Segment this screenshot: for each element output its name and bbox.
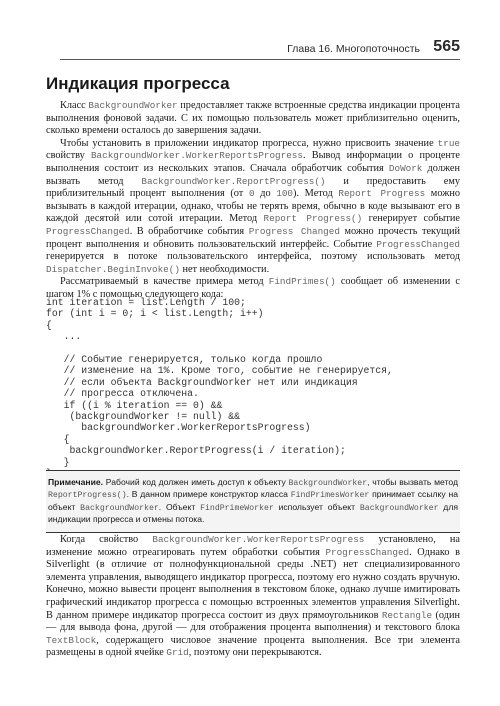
- body-text-top: [46, 100, 460, 302]
- code-listing: [46, 297, 460, 480]
- body-text-bottom: [46, 534, 460, 660]
- note-label: Примечание.: [48, 477, 104, 487]
- running-header: [60, 38, 460, 60]
- note-box: [46, 470, 460, 533]
- code-line: for (int i = 0; i < list.Length; i++): [46, 308, 264, 320]
- code-line: backgroundWorker.ReportProgress(i / iteration);: [46, 445, 346, 457]
- code-line: backgroundWorker.WorkerReportsProgress): [46, 422, 311, 434]
- code-line: int iteration = list.Length / 100;: [46, 297, 246, 308]
- code-line: // Событие генерируется, только когда прошло: [46, 354, 323, 366]
- header-rule: [60, 59, 460, 60]
- page-number: 565: [433, 38, 460, 55]
- code-line: (backgroundWorker != null) &&: [46, 411, 241, 423]
- note-text: Примечание. Рабочий код должен иметь доступ к объекту BackgroundWorker, чтобы вызвать метод ReportProgress(). В данном примере конструктор класса FindPrimesWorker принимает ссылку на объект BackgroundWorker. Объект FindPrimeWorker использует объект BackgroundWorker для индикации прогресса и отмены потока.: [48, 477, 458, 525]
- paragraph-1: Класс BackgroundWorker предоставляет также встроенные средства индикации процента выполнения фоновой задачи. С их помощью пользователь может приблизительно оценить, сколько времени осталось до завершения задачи.: [46, 100, 461, 137]
- code-line: {: [46, 433, 70, 445]
- section-title: Индикация прогресса: [46, 74, 230, 93]
- paragraph-2: Чтобы установить в приложении индикатор прогресса, нужно присвоить значение true свойству BackgroundWorker.WorkerReportsProgress. Вывод информации о проценте выполнения состоит из нескольких этапов. Сначала обработчик события DoWork должен вызвать метод BackgroundWorker.ReportProgress() и предоставить ему приблизительный процент выполнения (от 0 до 100). Метод Report Progress можно вызывать в каждой итерации, однако, чтобы не терять время, обычно в коде вызывают его в каждой десятой или сотой итерации. Метод Report Progress() генерирует событие ProgressChanged. В обработчике события Progress Changed можно прочесть текущий процент выполнения и обновить пользовательский интерфейс. Событие ProgressChanged генерируется в потоке пользовательского интерфейса, поэтому использовать метод Dispatcher.BeginInvoke() нет необходимости.: [46, 137, 461, 275]
- code-line: ...: [46, 331, 82, 343]
- paragraph-3: Рассматриваемый в качестве примера метод FindPrimes() сообщает об изменении с шагом 1% с помощью следующего кода:: [46, 276, 461, 300]
- code-line: // прогресса отключена.: [46, 388, 199, 400]
- code-line: // изменение на 1%. Кроме того, событие не генерируется,: [46, 365, 393, 377]
- code-line: // если объекта BackgroundWorker нет или индикация: [46, 376, 358, 388]
- paragraph-4: Когда свойство BackgroundWorker.WorkerReportsProgress установлено, на изменение можно отреагировать путем обработки события ProgressChanged. Однако в Silverlight (в отличие от полнофункциональной среды .NET) нет специализированного элемента управления, выводящего индикатор прогресса, поэтому его нужно создать вручную. Конечно, можно вывести процент выполнения в текстовом блоке, однако лучше имитировать графический индикатор прогресса с помощью встроенных элементов управления Silverlight. В данном примере индикатор прогресса состоит из двух прямоугольников Rectangle (один — для вывода фона, другой — для отображения процента выполнения) и текстового блока TextBlock, содержащего числовое значение процента выполнения. Все три элемента размещены в одной ячейке Grid, поэтому они перекрываются.: [46, 534, 460, 659]
- code-line: {: [46, 319, 52, 331]
- chapter-title: Глава 16. Многопоточность: [287, 43, 420, 55]
- code-line: if ((i % iteration == 0) &&: [46, 399, 223, 411]
- code-line: }: [46, 456, 70, 468]
